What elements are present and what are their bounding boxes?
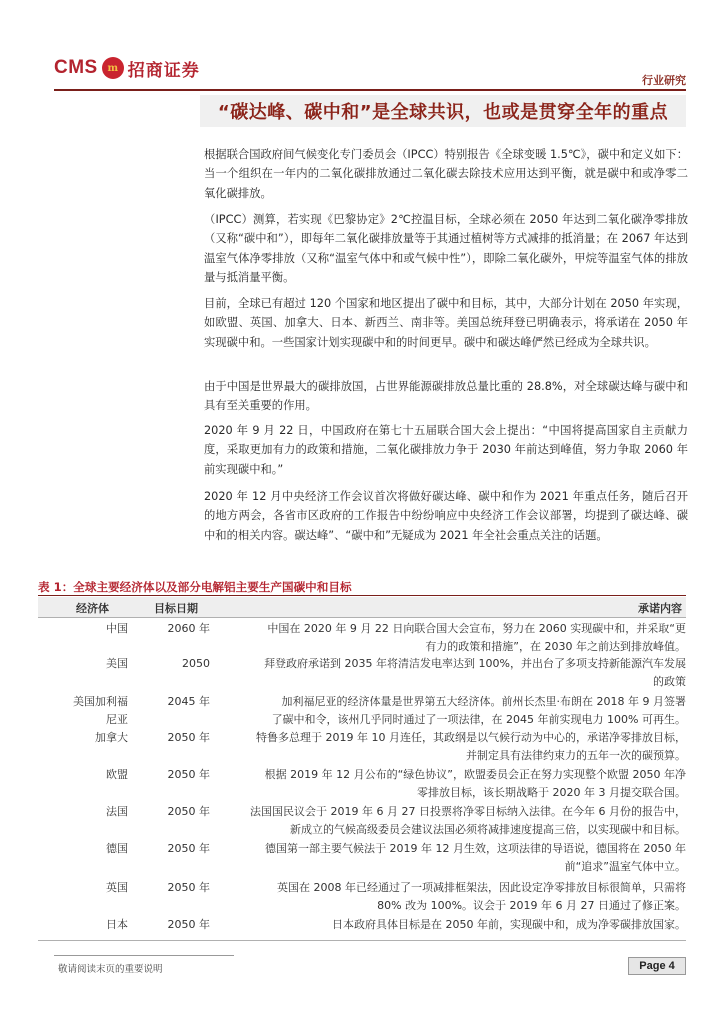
logo — [54, 56, 200, 80]
row-desc: 英国在 2008 年已经通过了一项减排框架法，因此设定净零排放目标很简单，只需将 80% 改为 100%。议会于 2019 年 6 月 27 日通过了修正案。 — [277, 881, 686, 912]
paragraph-6: 2020 年 12 月中央经济工作会议首次将做好碳达峰、碳中和作为 2021 年重点任务，随后召开的地方两会，各省市区政府的工作报告中纷纷响应中央经济工作会议部署，均提到了碳达峰、碳中和的相关内容。碳达峰”、“碳中和”无疑成为 2021 年全社会重点关注的话题。 — [204, 490, 688, 542]
paragraph-5: 2020 年 9 月 22 日，中国政府在第七十五届联合国大会上提出：“中国将提高国家自主贡献力度，采取更加有力的政策和措施，二氧化碳排放力争于 2030 年前达到峰值，努力争取 2060 年前实现碳中和。” — [204, 424, 688, 476]
section-title: “碳达峰、碳中和”是全球共识，也或是贯穿全年的重点 — [217, 102, 669, 123]
row-date: 2050 — [182, 657, 210, 670]
footer-note: 敬请阅读末页的重要说明 — [58, 964, 163, 975]
paragraph-4: 由于中国是世界最大的碳排放国，占世界能源碳排放总量比重的 28.8%，对全球碳达峰与碳中和具有至关重要的作用。 — [204, 380, 688, 413]
table-header-commitment: 承诺内容 — [638, 602, 682, 615]
paragraph-2: （IPCC）测算，若实现《巴黎协定》2℃控温目标，全球必须在 2050 年达到二氧化碳净零排放（又称“碳中和”），即每年二氧化碳排放量等于其通过植树等方式减排的抵消量；在 2067 年达到温室气体净零排放（又称“温室气体中和或气候中性”），即除二氧化碳外，甲烷等温室气体的排放量与抵消量平衡。 — [204, 213, 688, 284]
table-header — [38, 597, 686, 617]
row-date: 2045 年 — [167, 695, 210, 708]
logo-mark-icon: m — [102, 57, 124, 79]
row-desc: 德国第一部主要气候法于 2019 年 12 月生效，这项法律的导语说，德国将在 2050 年 前“追求”温室气体中立。 — [265, 842, 686, 873]
row-date: 2050 年 — [167, 842, 210, 855]
row-date: 2060 年 — [167, 622, 210, 635]
row-date: 2050 年 — [167, 881, 210, 894]
row-economy: 英国 — [106, 881, 128, 894]
row-economy: 加拿大 — [95, 731, 128, 744]
section-label: 行业研究 — [642, 74, 686, 87]
footer-rule — [54, 955, 234, 956]
section-title-box — [200, 95, 686, 127]
row-economy: 美国 — [106, 657, 128, 670]
row-desc: 特鲁多总理于 2019 年 10 月连任，其政纲是以气候行动为中心的，承诺净零排放目标， 并制定具有法律约束力的五年一次的碳预算。 — [256, 731, 686, 762]
row-economy: 日本 — [106, 918, 128, 931]
logo-cn-text: 招商证券 — [127, 60, 200, 81]
header-rule — [54, 89, 686, 91]
page-number: Page 4 — [628, 957, 686, 975]
row-economy: 德国 — [106, 842, 128, 855]
table-bottom-rule — [38, 940, 686, 941]
row-desc: 加利福尼亚的经济体量是世界第五大经济体。前州长杰里·布朗在 2018 年 9 月签署 了碳中和令，该州几乎同时通过了一项法律，在 2045 年前实现电力 100% 可再生。 — [271, 695, 686, 726]
logo-cms-text: CMS — [54, 57, 98, 78]
row-desc: 中国在 2020 年 9 月 22 日向联合国大会宣布，努力在 2060 实现碳中和，并采取“更 有力的政策和措施”，在 2030 年之前达到排放峰值。 — [267, 622, 686, 653]
table-top-rule — [38, 595, 686, 596]
row-desc: 拜登政府承诺到 2035 年将清洁发电率达到 100%，并出台了多项支持新能源汽车发展 的政策 — [264, 657, 686, 688]
paragraph-1: 根据联合国政府间气候变化专门委员会（IPCC）特别报告《全球变暖 1.5℃》，碳中和定义如下：当一个组织在一年内的二氧化碳排放通过二氧化碳去除技术应用达到平衡，就是碳中和或净零二氧化碳排放。 — [204, 148, 688, 200]
table-title: 表 1：全球主要经济体以及部分电解铝主要生产国碳中和目标 — [38, 580, 352, 594]
row-date: 2050 年 — [167, 918, 210, 931]
row-desc: 法国国民议会于 2019 年 6 月 27 日投票将净零目标纳入法律。在今年 6 月份的报告中， 新成立的气候高级委员会建议法国必须将减排速度提高三倍，以实现碳中和目标。 — [250, 805, 686, 836]
row-date: 2050 年 — [167, 805, 210, 818]
table-header-economy: 经济体 — [76, 602, 109, 615]
row-economy: 欧盟 — [106, 768, 128, 781]
row-desc: 日本政府具体目标是在 2050 年前，实现碳中和，成为净零碳排放国家。 — [332, 918, 686, 931]
table-header-rule — [38, 617, 686, 618]
row-economy: 中国 — [106, 622, 128, 635]
paragraph-3: 目前，全球已有超过 120 个国家和地区提出了碳中和目标，其中，大部分计划在 2050 年实现，如欧盟、英国、加拿大、日本、新西兰、南非等。美国总统拜登已明确表示，将承诺在 2050 年实现碳中和。一些国家计划实现碳中和的时间更早。碳中和碳达峰俨然已经成为全球共识。 — [204, 297, 688, 349]
table-header-date: 目标日期 — [154, 602, 198, 615]
row-economy: 法国 — [106, 805, 128, 818]
row-desc: 根据 2019 年 12 月公布的“绿色协议”，欧盟委员会正在努力实现整个欧盟 2050 年净 零排放目标，该长期战略于 2020 年 3 月提交联合国。 — [264, 768, 686, 799]
row-economy: 美国加利福 尼亚 — [73, 695, 128, 726]
row-date: 2050 年 — [167, 731, 210, 744]
row-date: 2050 年 — [167, 768, 210, 781]
